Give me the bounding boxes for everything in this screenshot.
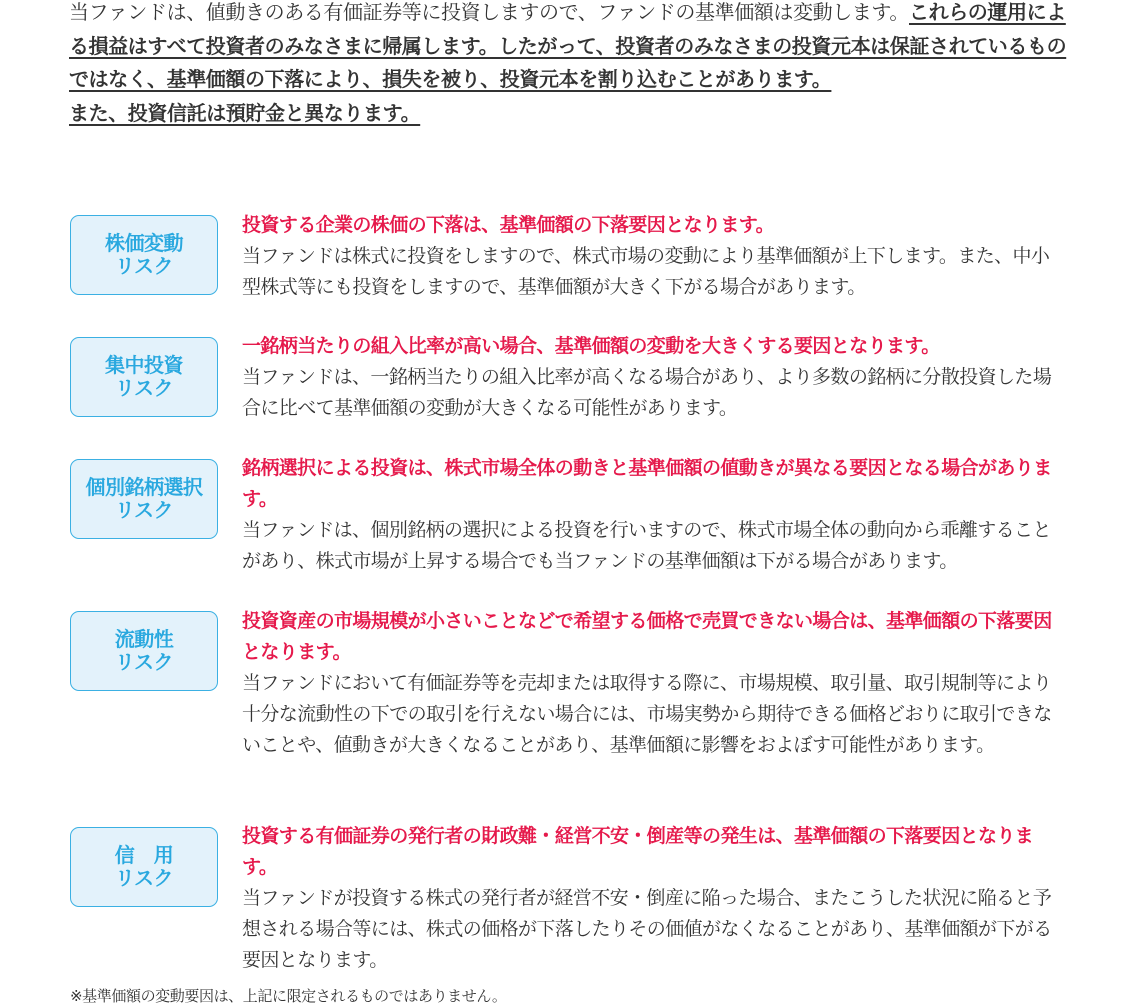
risk-badge-subtitle: リスク <box>114 498 174 522</box>
risk-badge-title: 流動性 <box>114 627 174 651</box>
risk-badge-title: 株価変動 <box>105 231 183 255</box>
risk-badge-title: 個別銘柄選択 <box>85 475 203 499</box>
risk-body: 当ファンドは、一銘柄当たりの組入比率が高くなる場合があり、より多数の銘柄に分散投資した場合に比べて基準価額の変動が大きくなる可能性があります。 <box>242 366 1052 419</box>
intro-paragraph <box>69 0 1069 130</box>
risk-content <box>242 606 1064 761</box>
intro-plain-text: 当ファンドは、値動きのある有価証券等に投資しますので、ファンドの基準価額は変動します。 <box>69 0 909 24</box>
risk-badge <box>70 611 218 691</box>
risk-badge <box>70 827 218 907</box>
risk-headline: 銘柄選択による投資は、株式市場全体の動きと基準価額の値動きが異なる要因となる場合があります。 <box>242 457 1052 510</box>
risk-badge <box>70 337 218 417</box>
risk-badge <box>70 215 218 295</box>
risk-badge-subtitle: リスク <box>114 254 174 278</box>
risk-badge <box>70 459 218 539</box>
risk-badge-subtitle: リスク <box>114 376 174 400</box>
risk-content <box>242 331 1064 424</box>
risk-content <box>242 821 1064 976</box>
risk-body: 当ファンドは株式に投資をしますので、株式市場の変動により基準価額が上下します。また、中小型株式等にも投資をしますので、基準価額が大きく下がる場合があります。 <box>242 245 1050 298</box>
intro-first-paragraph <box>69 0 1069 97</box>
risk-body: 当ファンドが投資する株式の発行者が経営不安・倒産に陥った場合、またこうした状況に陥ると予想される場合等には、株式の価格が下落したりその価値がなくなることがあり、基準価額が下がる要因となります。 <box>242 887 1052 971</box>
risk-badge-subtitle: リスク <box>114 866 174 890</box>
risk-headline: 投資資産の市場規模が小さいことなどで希望する価格で売買できない場合は、基準価額の下落要因となります。 <box>242 610 1052 663</box>
intro-second-line: また、投資信託は預貯金と異なります。 <box>69 100 421 125</box>
risk-badge-subtitle: リスク <box>114 650 174 674</box>
risk-badge-title: 信 用 <box>114 843 174 867</box>
risk-content <box>242 453 1064 577</box>
risk-headline: 投資する企業の株価の下落は、基準価額の下落要因となります。 <box>242 214 775 236</box>
risk-body: 当ファンドにおいて有価証券等を売却または取得する際に、市場規模、取引量、取引規制等により十分な流動性の下での取引を行えない場合には、市場実勢から期待できる価格どおりに取引できないことや、値動きが大きくなることがあり、基準価額に影響をおよぼす可能性があります。 <box>242 672 1052 756</box>
risk-badge-title: 集中投資 <box>105 353 183 377</box>
intro-underlined-text: これらの運用による損益はすべて投資者のみなさまに帰属します。したがって、投資者のみなさまの投資元本は保証されているものではなく、基準価額の下落により、損失を被り、投資元本を割り込むことがあります。 <box>69 0 1067 91</box>
risk-headline: 一銘柄当たりの組入比率が高い場合、基準価額の変動を大きくする要因となります。 <box>242 335 940 357</box>
risk-content <box>242 210 1064 303</box>
risk-body: 当ファンドは、個別銘柄の選択による投資を行いますので、株式市場全体の動向から乖離することがあり、株式市場が上昇する場合でも当ファンドの基準価額は下がる場合があります。 <box>242 519 1051 572</box>
footnote: ※基準価額の変動要因は、上記に限定されるものではありません。 <box>70 987 507 1005</box>
risk-headline: 投資する有価証券の発行者の財政難・経営不安・倒産等の発生は、基準価額の下落要因となります。 <box>242 825 1034 878</box>
